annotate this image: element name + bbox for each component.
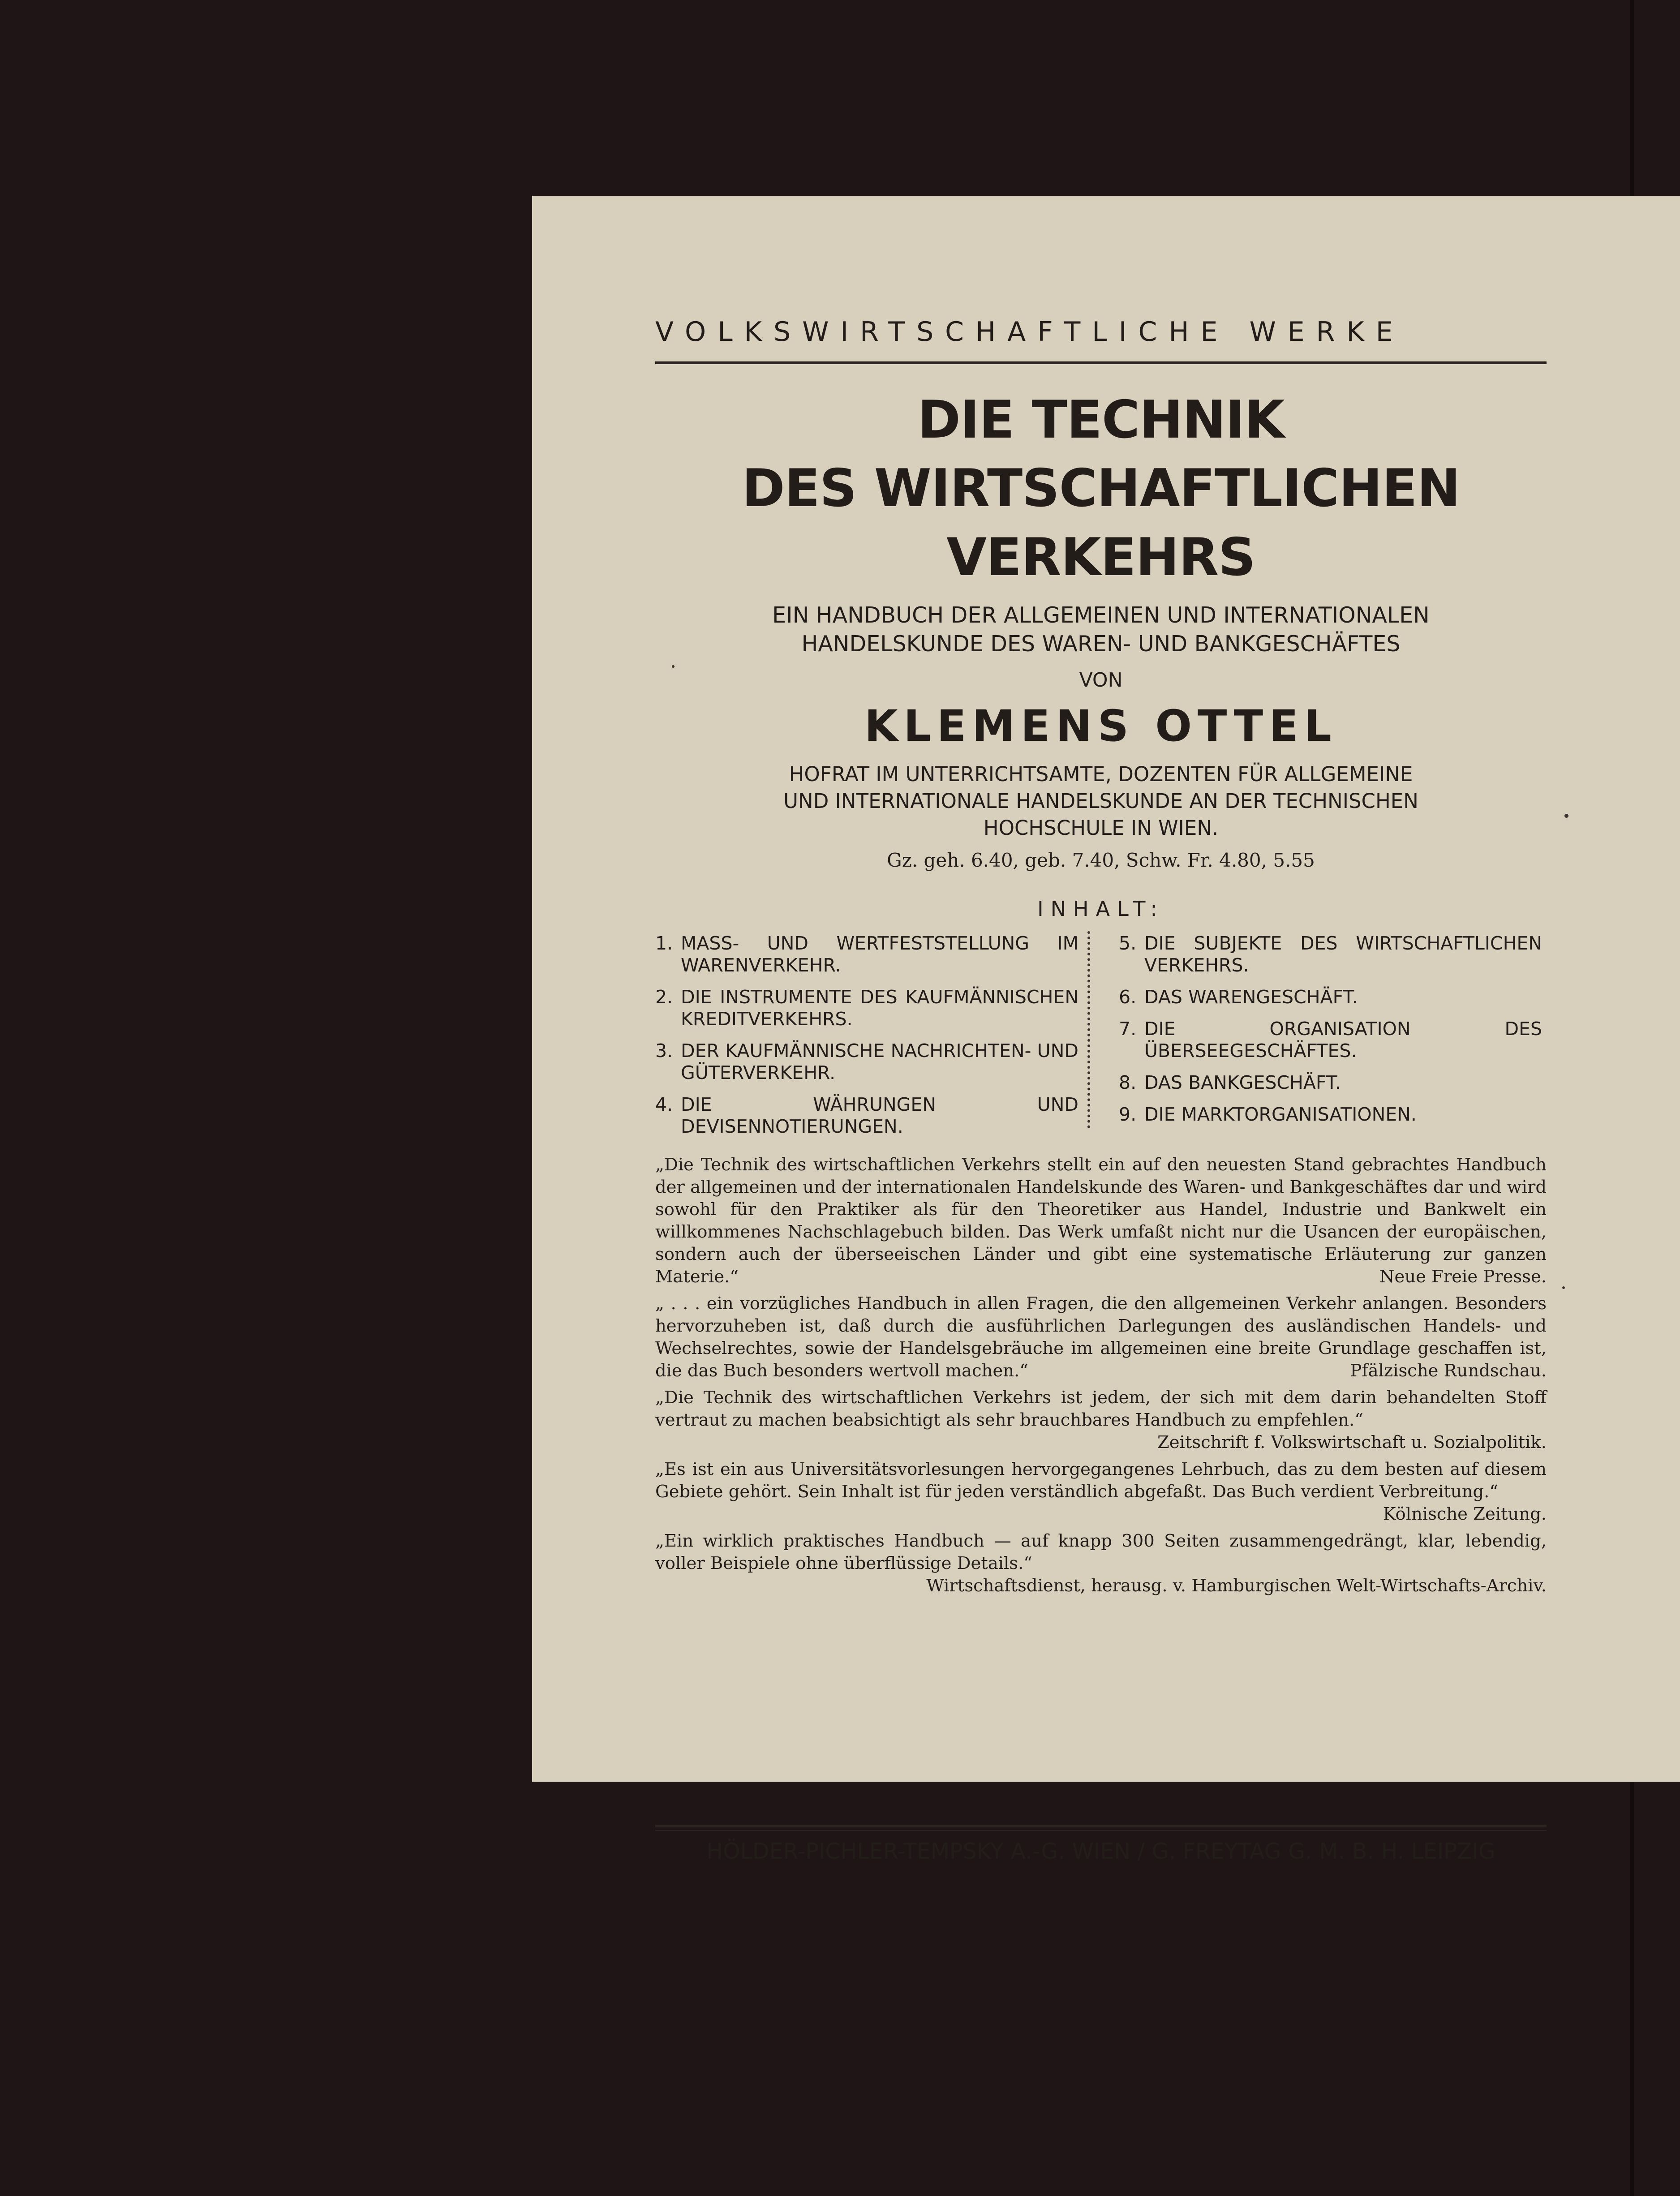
advertisement-page [532,196,1680,1864]
contents-item-text: DAS BANKGESCHÄFT. [1144,1072,1341,1093]
bottom-rule-thin [655,1830,1547,1831]
affiliation-line-1: HOFRAT IM UNTERRICHTSAMTE, DOZENTEN FÜR ALLGEMEINE [789,762,1413,786]
review-quote [655,1154,1547,1288]
contents-item-number: 7. [1119,1018,1137,1040]
review-text: „Die Technik des wirtschaftlichen Verkehrs ist jedem, der sich mit dem darin behandelten Stoff vertraut zu machen beabsichtigt als sehr brauchbares Handbuch zu empfehlen.“ [655,1388,1547,1430]
contents-left-column [655,933,1078,1147]
contents-item-text: DER KAUFMÄNNISCHE NACHRICHTEN- UND GÜTERVERKEHR. [681,1040,1078,1083]
top-rule [655,361,1547,364]
subtitle-line-1: EIN HANDBUCH DER ALLGEMEINEN UND INTERNATIONALEN [772,602,1430,628]
contents-item-number: 8. [1119,1072,1137,1093]
bottom-rule [655,1825,1547,1827]
contents-item-text: DAS WARENGESCHÄFT. [1144,986,1358,1008]
price-line: Gz. geh. 6.40, geb. 7.40, Schw. Fr. 4.80, 5.55 [887,849,1315,871]
contents-item-text: DIE INSTRUMENTE DES KAUFMÄNNISCHEN KREDITVERKEHRS. [681,986,1078,1030]
review-quote [655,1530,1547,1597]
review-text: „Die Technik des wirtschaftlichen Verkehrs stellt ein auf den neuesten Stand gebrachtes Handbuch der allgemeinen und der internationalen Handelskunde des Waren- und Bankgeschäftes dar und wird sowohl für den Praktiker als für den Theoretiker aus Handel, Industrie und Bankwelt ein willkommenes Nachschlagebuch bilden. Das Werk umfaßt nicht nur die Usancen der europäischen, sondern auch der überseeischen Länder und gibt eine systematische Erläuterung zur ganzen Materie.“ [655,1155,1547,1287]
book-title-line-3: VERKEHRS [946,527,1255,588]
review-quote [655,1458,1547,1526]
column-divider [1087,931,1090,1128]
contents-item-number: 2. [655,986,673,1008]
contents-item [1119,933,1542,976]
affiliation-line-2: UND INTERNATIONALE HANDELSKUNDE AN DER TECHNISCHEN [783,789,1418,813]
contents-item-number: 6. [1119,986,1137,1008]
publisher-line: HÖLDER-PICHLER-TEMPSKY A.-G. WIEN / G. FREYTAG G. M. B. H. LEIPZIG [706,1839,1495,1864]
review-quote [655,1387,1547,1454]
contents-item-number: 1. [655,933,673,954]
author-name: KLEMENS OTTEL [864,701,1337,751]
paper-speck [1562,1286,1565,1289]
review-source: Kölnische Zeitung. [1383,1504,1547,1524]
contents-item-number: 5. [1119,933,1137,954]
contents-item-text: DIE SUBJEKTE DES WIRTSCHAFTLICHEN VERKEHRS. [1144,933,1542,976]
book-title-line-2: DES WIRTSCHAFTLICHEN [742,458,1460,519]
review-text: „Es ist ein aus Universitätsvorlesungen hervorgegangenes Lehrbuch, das zu dem besten auf diesem Gebiete gehört. Sein Inhalt ist für jeden verständlich abgefaßt. Das Buch verdient Verbreitung.“ [655,1459,1547,1502]
subtitle-line-2: HANDELSKUNDE DES WAREN- UND BANKGESCHÄFTES [801,631,1401,657]
review-quote [655,1293,1547,1382]
contents-item [1119,1104,1542,1126]
review-source: Zeitschrift f. Volkswirtschaft u. Sozialpolitik. [1157,1432,1547,1453]
review-quotes [655,1154,1547,1602]
contents-item [1119,986,1542,1008]
by-label: VON [1079,669,1123,692]
series-heading: VOLKSWIRTSCHAFTLICHE WERKE [655,316,1405,348]
review-text: „ . . . ein vorzügliches Handbuch in allen Fragen, die den allgemeinen Verkehr anlangen. Besonders hervorzuheben ist, daß durch die ausführlichen Darlegungen des ausländischen Handels- und Wechselrechtes, sowie der Handelsgebräuche im allgemeinen eine breite Grundlage geschaffen ist, die das Buch besonders wertvoll machen.“ [655,1294,1547,1381]
paper-speck [672,665,675,668]
contents-item-text: DIE MARKTORGANISATIONEN. [1144,1104,1417,1125]
contents-item-number: 9. [1119,1104,1137,1125]
contents-item [1119,1018,1542,1062]
contents-item-number: 3. [655,1040,673,1061]
contents-item-text: DIE WÄHRUNGEN UND DEVISENNOTIERUNGEN. [681,1094,1078,1137]
affiliation-line-3: HOCHSCHULE IN WIEN. [983,816,1219,840]
contents-item [655,933,1078,976]
contents-item [655,1040,1078,1084]
contents-right-column [1119,933,1542,1135]
contents-heading: INHALT: [1037,897,1164,921]
contents-item [1119,1072,1542,1094]
contents-item [655,986,1078,1030]
paper-speck [1564,814,1568,818]
contents-item-number: 4. [655,1094,673,1115]
contents-item-text: DIE ORGANISATION DES ÜBERSEEGESCHÄFTES. [1144,1018,1542,1061]
review-text: „Ein wirklich praktisches Handbuch — auf knapp 300 Seiten zusammengedrängt, klar, lebendig, voller Beispiele ohne überflüssige Details.“ [655,1531,1547,1573]
contents-item-text: MASS- UND WERTFESTSTELLUNG IM WARENVERKEHR. [681,933,1078,976]
book-title-line-1: DIE TECHNIK [917,390,1285,450]
contents-item [655,1094,1078,1138]
review-source: Pfälzische Rundschau. [1350,1361,1547,1381]
review-source: Wirtschaftsdienst, herausg. v. Hamburgischen Welt-Wirtschafts-Archiv. [926,1576,1547,1596]
review-source: Neue Freie Presse. [1379,1267,1547,1287]
